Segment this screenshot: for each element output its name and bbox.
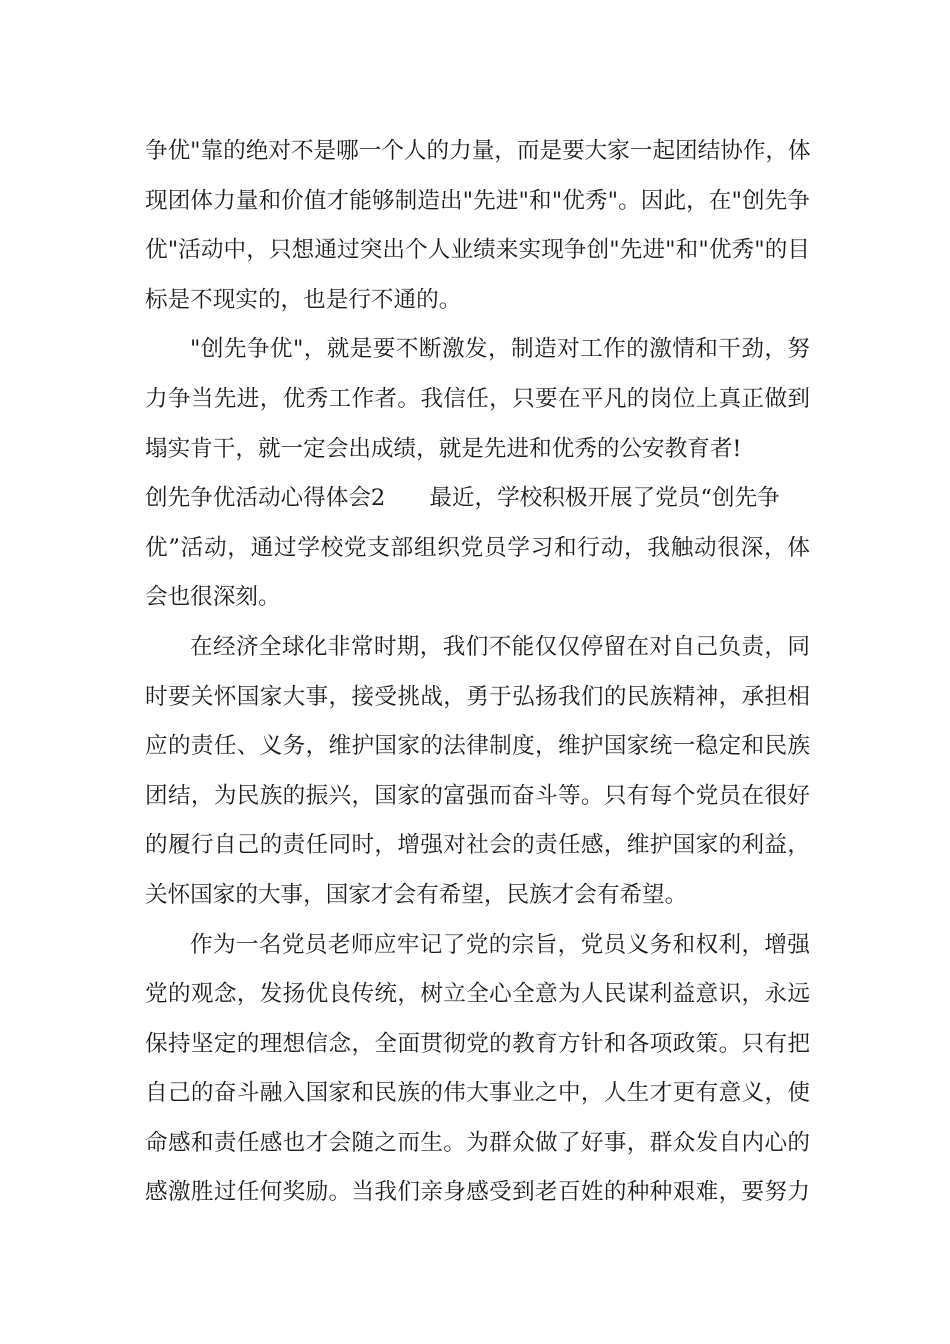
text-line: "创先争优"，就是要不断激发，制造对工作的激情和干劲，努	[190, 336, 810, 363]
text-line: 塌实肯干，就一定会出成绩，就是先进和优秀的公安教育者!	[145, 435, 742, 462]
section-heading-line	[145, 474, 810, 524]
text-line: 应的责任、义务，维护国家的法律制度，维护国家统一稳定和民族	[145, 733, 810, 760]
text-line: 的履行自己的责任同时，增强对社会的责任感，维护国家的利益，	[145, 832, 810, 859]
section-title: 创先争优活动心得体会2	[145, 485, 386, 512]
paragraph-5	[145, 921, 810, 1219]
text-line: 作为一名党员老师应牢记了党的宗旨，党员义务和权利，增强	[190, 931, 810, 958]
document-body	[145, 127, 810, 1218]
text-line: 关怀国家的大事，国家才会有希望，民族才会有希望。	[145, 881, 688, 908]
paragraph-4	[145, 623, 810, 921]
text-line: 感激胜过任何奖励。当我们亲身感受到老百姓的种种艰难，要努力	[145, 1179, 810, 1206]
text-line: 保持坚定的理想信念，全面贯彻党的教育方针和各项政策。只有把	[145, 1030, 810, 1057]
text-line: 会也很深刻。	[145, 584, 281, 611]
paragraph-1	[145, 127, 810, 325]
text-line: 优”活动，通过学校党支部组织党员学习和行动，我触动很深，体	[145, 534, 810, 561]
text-line: 标是不现实的，也是行不通的。	[145, 286, 462, 313]
text-line: 现团体力量和价值才能够制造出"先进"和"优秀"。因此，在"创先争	[145, 187, 810, 214]
text-line: 力争当先进，优秀工作者。我信任，只要在平凡的岗位上真正做到	[145, 385, 810, 412]
text-line: 时要关怀国家大事，接受挑战，勇于弘扬我们的民族精神，承担相	[145, 683, 810, 710]
text-line: 党的观念，发扬优良传统，树立全心全意为人民谋利益意识，永远	[145, 981, 810, 1008]
text-line: 在经济全球化非常时期，我们不能仅仅停留在对自己负责，同	[190, 633, 810, 660]
text-line: 命感和责任感也才会随之而生。为群众做了好事，群众发自内心的	[145, 1129, 810, 1156]
text-line: 最近，学校积极开展了党员“创先争	[429, 485, 780, 512]
paragraph-3	[145, 474, 810, 623]
text-line: 团结，为民族的振兴，国家的富强而奋斗等。只有每个党员在很好	[145, 782, 810, 809]
paragraph-2	[145, 325, 810, 474]
text-line: 争优"靠的绝对不是哪一个人的力量，而是要大家一起团结协作，体	[145, 138, 811, 164]
text-line: 自己的奋斗融入国家和民族的伟大事业之中，人生才更有意义，使	[145, 1080, 810, 1107]
text-line: 优"活动中，只想通过突出个人业绩来实现争创"先进"和"优秀"的目	[145, 237, 810, 264]
